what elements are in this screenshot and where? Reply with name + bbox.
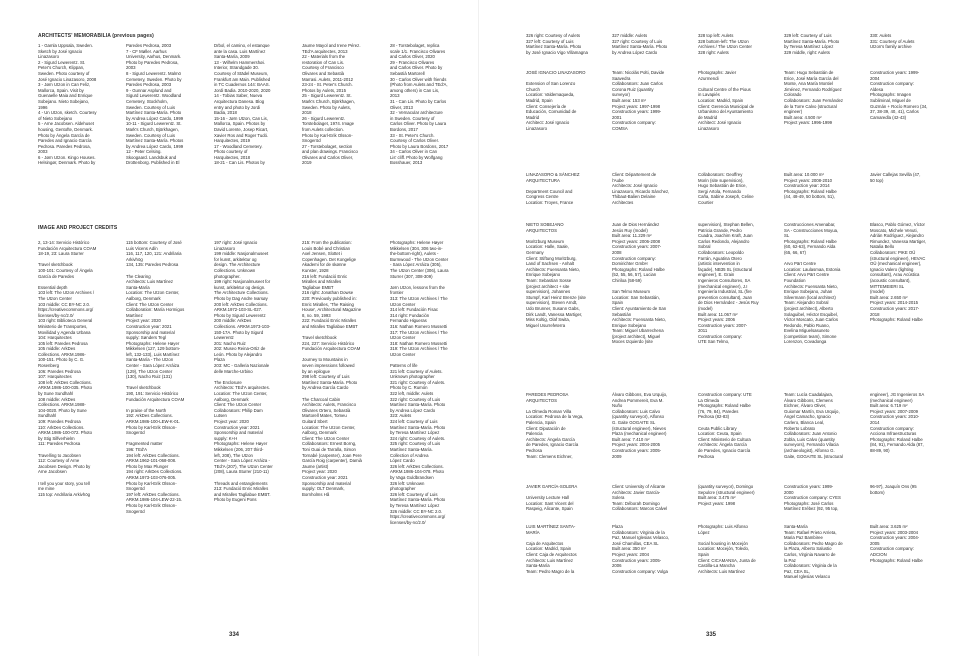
credits-heading: IMAGE AND PROJECT CREDITS: [38, 225, 118, 231]
entry-column: 96-97), Joaquín Ons (95 bottom): [870, 484, 917, 495]
entry-column: LINAZASORO & SÁNCHEZ ARQUITECTURA Department Council and Congress Centre Location: Troyes, France: [526, 172, 580, 205]
memorabilia-column-3: Drbol, el camino, el estanque ante la casa. Luis Martínez Santa-María, 2009 13 - Wilhelm Hammershøi. Interior, Strandgade 30. Courtesy of Städel Museum, Frankfurt am Main. Published in TC Cuadernos 144: BAAS. Jordi Badia. 2010-2020, 2020 14 - Tobias Saber, Nueva Arquitectura Danesa. Blog entry and photo by Jordi Badia, 2018 15-16 - Jørn Utzon, Can Lis, Mallorca, Spain. Photos by David Lorente, Josep Ricart, Xavier Ros and Roger Tudó. Harquitectes, 2019 17 - Woodland Cemetery. Photo courtesy of Harquitectes, 2018 18-21 - Can Lis. Photos by: [214, 43, 271, 166]
entry-column: (quantity surveyor), Domingo Sepulcre (structural engineer) Built area: 3.475 m² Project years: 1998: [698, 484, 755, 506]
entry-column: Construcciones Amenabar, SA - Construcciones Moyua, SL Photographs: Roland Halbe (60, 62-63), Fernando Alda (65, 66, 67) Arvo Pärt Centre Location: Laulasmaa, Estonia Client: Arvo Pärt Centre Foundation Architects: Fuensanta Nieto, Enrique Sobejano, Juhan Silvermann (local architect) Team: Alejandro Sobral (project architect), Alberto Solaguibel, Héctor Esquibel, Víctor Moscato, Juan Carlos Redondo, Pablo Ruano, Evelina Miguelsasuneto (competition team), Simone Lorenzon, Covadonga: [784, 222, 841, 345]
memorabilia-column-4: Jaume Mayol and Irene Pérez. TEd'A arquitectes, 2013 22 - Materials from the restoration of Can Lis. Courtesy of Francisco Olivares and Sebastià Marrasi. Aulets, 2011-2012 23-24 - St. Peter's Church. Photos by Aulets, 2015 25 - Sigurd Lewerentz. St. Mark's Church, Björkhagen, Sweden. Photo by Aulets, 2018 26 - Sigurd Lewerentz. Torstebolaget, 1974. Image from Aulets collection. Photo by Karl-Erik Olsson- Snogeröd 27 - Torstebolaget, section and plan drawings. Francisco Olivares and Carlos Oliver, 2019: [302, 43, 361, 166]
entry-column: Javier Callejas Sevilla (47, 50 top): [870, 172, 921, 183]
credits-column-4: 215: From the publication: Louis Bobé and Christian Axel Jensen, Slottet i Copenhagen. Det Kongelige Akademi for de skønne Kunster, 1928 216 left: Fundació Enric Miralles and Miralles Tagliabue EMBT 216 right: Jonathan Dowse 220: Previously published in: Enric Miralles, 'The Raising House', Architectural Magazine 8, no. 59, 1993 222: Fundació Enric Miralles and Miralles Tagliabue EMBT Travel sketchbook 224, 227: Servicio Histórico Fundación Arquitectura COAM Journey to Mountains in seven impressions followed by an epilogue 298 left: Courtesy of Luis Martínez Santa-María. Photo by Andrea García Cardo The Charcoal Cabin Architects: Aulets, Francisco Olivares Ortero, Sebastià Martorell Mates, Tomeu Guitard Sbert Location: The Utzon Center, Aalborg, Denmark Client: The Utzon Center Collaborators: Ernest Borng, Toni Guai de Tarralla, Simon Tornabé (carpenter), Joan Pere García Roig (carpenter), Damià Jaume (artist) Project year: 2020 Construction year: 2021 Sponsorship and material supply: OLT Denmark, Bornholms Hå: [302, 240, 362, 497]
continuation-column-4: 329 left: Courtesy of Luis Martínez Santa-María. Photo by Teresa Martínez López 329 middle, right: Aulets: [784, 33, 840, 55]
entry-column: LUIS MARTÍNEZ SANTA- MARÍA Caja de Arquitectos Location: Madrid, Spain Client: Caja de Arquitectos Architects: Luis Martínez Santa-María Team: Pedro Magro de la: [526, 524, 577, 574]
entry-column: PAREDES PEDROSA ARQUITECTOS La Olmeda Roman Villa Location: Pedrosa de la Vega, Palencia, Spain Client: Diputación de Palencia Architects: Ángela García de Paredes, Ignacio García Pedrosa Team: Clemens Eichner,: [526, 392, 584, 459]
credits-column-2: 115 bottom: Courtesy of José Luis Vicens Adín 116, 117, 120, 121: Andrilaria Arkivhög 134, 135: Paredes Pedrosa The Clearing Architects: Luis Martínez Santa-María Location: The Utzon Center, Aalborg, Denmark Client: The Utzon Center Collaboration: María Hormigos Martínez Project year: 2020 Construction year: 2021 Sponsorship and material supply: Sønders Tegl Photographs: Helene Høyer Mikkelsen (127, 129 bottom- left, 132-133), Luis Martínez Santa-María - The Utzon Center - Sara López Arráiza (129), The Utzon Center (130), Nacho Ruiz (131) Travel sketchbook 190, 191: Servicio Histórico Fundación Arquitectura COAM In praise of the North 192: ArkDes Collections. ARKM.1986-100-LEW-K-01. Photo by Karl-Erik Olsson- Snogeröd Fragmented matter 196: TEd'A 194 left: ArkDes Collections. ARKM.1962-101-068-008. Photo by Max Plunger 194 right: ArkDes Collections. ARKM.1973-103-076-005. Photo by Karl-Erik Olsson- Snogeröd 197 left: ArkDes Collections. ARKM.1986-104-LEW-22-15. Photo by Karl-Erik Olsson- Snogeröd: [126, 240, 185, 514]
right-page-number: 335: [706, 632, 717, 638]
entry-column: Built area: 10.000 m² Project years: 2008-2010 Construction year: 2014 Photographs: Roland Halbe (44, 48-49, 50 bottom, 51),: [784, 172, 837, 200]
entry-column: Plaza Collaborators: Virginia de la Paz, Manuel Iglesias Velasco, José Chamillas, CEA SL Built area: 350 m² Project years: 2004 Construction years: 2005- 2006 Construction company: Volga: [612, 524, 670, 574]
memorabilia-column-1: 1 - Gamla Uppsala, Sweden. Sketch by José Ignacio Linazasoro 2 - Sigurd Lewerentz. St. Peter's Church, Klippan, Sweden. Photo courtesy of José Ignacio Linazasoro, 2008 3 - Jørn Utzon in Can Feliz, Mallorca, Spain. Visit by Guenaelle Maia and Enrique Sobejano. Nieto Sobejano, 1996 4 - Un Utzon, sketch. Courtesy of Nieto Sobejano 5 - Arne Jacobsen. Aldehuset housing, Gentofte, Denmark. Photo by Ángela García de Paredes and Ignacio García Pedrosa. Paredes Pedrosa, 2003 6 - Jørn Utzon. Kingo Houses. Helsingør, Denmark. Photo by: [38, 43, 97, 166]
entry-column: Construction years: 1999- 2004 Construction company: Aldesa Photographs: Imagen Subliminal, Miguel de Guzmán + Rocío Romero (34, 37, 38-39, 40, 41), Carlos Camaredla (42-43): [870, 70, 928, 120]
entry-column: Construction company: UTE La Olmeda Photographs: Roland Halbe (76, 79, 84), Paredes Pedrosa (82-83) Ceuta Public Library Location: Ceuta, Spain Client: Ministerio de Cultura Architects: Ángela García de Paredes, Ignacio García Pedrosa: [698, 392, 752, 459]
entry-column: Client: Département de l'Aube Architects: José Ignacio Linazasoro, Ricardo Sánchez, Thibaut-Balien Delaine Architectes: [612, 172, 670, 205]
entry-column: engineer), JG Ingenieros SA (mechanical engineer) Built area: 6.719 m² Project years: 2007-2009 Construction years: 2010- 2014 Construction company: Acciona Infraestructuras Photographs: Roland Halbe (84, 91), Fernando Alda (87, 88-89, 90): [870, 392, 925, 453]
entry-column: Juan de Dios Hernández Jesús Ruy (model) Built area: 11.229 m² Project years: 2006-2008 Construction years: 2007- 2008 Construction company: Domirichter GmbH Photographs: Roland Halbe (52, 55, 56, 57), Lucian Chiriloa (58-59) San Telmo Museum Location: San Sebastián, Spain Client: Ayuntamiento de San Sebastián Architects: Fuensanta Nieto, Enrique Sobejano Team: Miguel Ubarrechena (project architect), Miguel Moces Izquierdo (site: [612, 222, 667, 345]
entry-column: Team: Lucía Cuadalajara, Álvaro Gibbons, Clemens Eichner, Álvaro Oliver, Guiomar Martín, Eva Urquijo, Ángel Camacho, Ignacio Carlero, Blanca Leal, Roberto Lobrato Collaborators: Juan Antonio Zobla, Luis Calvo (quantity surveyors), Fernando Vilacia (archaeologist), Alfonso G. Gaite, GOGAITE SL (structural: [784, 392, 843, 459]
right-page: [480, 0, 960, 656]
memorabilia-heading: ARCHITECTS' MEMORABILIA (previous pages): [38, 33, 154, 39]
entry-column: Photographs: Luis Alfonso López Social housing in Mocejón Location: Mocejón, Toledo, Spain Client: CICAMANSA, Junta de Castilla-La Mancha Architects: Luis Martínez: [698, 524, 756, 574]
left-page-number: 334: [229, 632, 240, 638]
spine-divider: [478, 0, 479, 656]
entry-column: Collaborators: Geoffrey Morin (site supervision), Hugo Sebastián de Erice, Sergi Artola, Fernando Caña, Sabine Joseph, Celine Courtier: [698, 172, 754, 205]
credits-column-5: Photographs: Helene Høyer Mikkelsen (304, 306 two-in- the-bottom-right), Aulets - Burmwood - The Utzon Center - Sara López Arráiza (305), The Utzon Center (306), Laura Sturrer (307, 308-309) Jørn Utzon, lessons from the frontier 313: The Utzon Archives / The Utzon Center 314 left: Fundación Fisac 314 right: Fundación Fernando Higueras 316: Nathan Romero Mussetti 317: The Utzon Archives / The Utzon Center 318: Nathan Romero Mussetti 319: The Utzon Archives / The Utzon Center Patterns of life 321 left: Courtesy of Aulets. Unknown photographer 321 right: Courtesy of Aulets. Photo by C. Rumón 322 left, middle: Aulets 322 right: Courtesy of Luis Martínez Santa-María. Photo by Andrea López Cardo 323: Aulets 324 left: Courtesy of Luis Martínez Santa-María. Photo by Teresa Martínez López 324 right: Courtesy of Aulets. 325 right: Courtesy of Luis Martínez Santa-María. Collection of Andrea López Cardo 326 left: ArkDes Collections. ARKM.1986-104-078. Photo by Vaga Guldbrandsen 326 left: Unknown photographer 326 left: Courtesy of Luis Martínez Santa-María. Photo by Teresa Martínez López 326 middle: CC BY-NC 2.0. https://creativecommons.org/ licenses/by-nc/2.0/: [390, 240, 449, 525]
continuation-column-2: 327 middle: Aulets 327 right: Courtesy of Luis Martínez Santa-María. Photo by Andrea López Cardo: [612, 33, 668, 55]
entry-column: Construction years: 1999- 2000 Construction company: CYES Photographs: José Carlos Martínez Erébez (92, 95 top,: [784, 484, 841, 512]
entry-column: Team: Nicolás Polti, Davide Saavedra Collaborators: Juan Carlos Corona Ruiz (quantity surveyor) Built area: 153 m² Project years: 1997-1998 Construction years: 1999- 2001 Construction company: COMSA: [612, 70, 665, 131]
continuation-column-3: 328 top left: Aulets 328 bottom-left: The Utzon Archives / The Utzon Center 328 right: Aulets: [698, 33, 752, 55]
credits-column-1: 2, 13-14: Servicio Histórico Fundación Arquitectura COAM 18-19, 23: Laura Sturrer Travel sketchbook 100-101: Courtesy of Ángela García de Paredes Essential depth 103 left: The Utzon Archives / The Utzon Center 103 middle: CC BY-NC 2.0. https://creativecommons.org/ licenses/by-nc/2.0/ 103 right: Biblioteca General Ministerio de Transportes, Movilidad y Agenda Urbana 104: Harquitectes 105 left: Paredes Pedrosa 105 middle: ArkDes Collections. ARKM.1986- 100-151. Photo by C. G. Rosenberg 106: Paredes Pedrosa 107: Harquitectes 108 left: ArkDes Collections. ARKM.1986-100-035. Photo by Sune Sundhahl 108 middle: ArkDes Collections. ARKM.1988- 104-0020. Photo by Sune Sundhahl 109: Paredes Pedrosa 110: ArkDes Collections. ARKM.1986-100-072. Photo by Stig Silfverhielm 111: Paredes Pedrosa Travelling to Jacobsen 112: Courtesy of Arne Jacobsen Design. Photo by Arne Jacobsen I tell you your story, you tell me mine 115 top: Andrilaria Arkivhög: [38, 240, 97, 497]
entry-column: NIETO SOBEJANO ARQUITECTOS Moritzburg Museum Location: Halle, Saale, Germany Client: Stiftung Moritzburg, Land of Sachsen - Anhalt Architects: Fuensanta Nieto, Enrique Sobejano Team: Sebastian Sosse (project architect + site supervision), Johannes Stumpf, Karl Heinz Brenze (site supervision), Steven Arndt, Udo Brunner, Susann Gabs, Dirk Landt, Vanessa Martiger, Miss Koltig, Olaf Swita, Miguel Usurrefeterra: [526, 222, 586, 328]
entry-column: supervision), Stephan Bellen, Patricia Grande, Pedro Cuadra, Joachim Kraft, Juan Carlos Redondo, Alejandro Sobral Collaborators: Leopoldo Farrán, Aguatina Otero (artistic intervention in façade), NB35 SL (structural engineer), E. Grain Ingenieros Consultores, SA (mechanical engineer), J.I Ingeniería Industrial, SL (fire prevention consultant), Juan de Dios Hernández - Jesús Ruy (model) Built area: 11.067 m² Project years: 2006 Construction years: 2007- 2011 Construction company: UTE San Telmo,: [698, 222, 759, 345]
entry-column: Álvaro Gibbons, Eva Urquijo, Andrea Pommereit, Eva M. Nuño Collaborators: Luis Calvo (quantity surveyor), Alfonso G. Gaite GOGAITE SL (structural engineer), Nieves Plaza (mechanical engineer) Built area: 7.410 m² Project years: 2004-2005 Construction years: 2005- 2009: [612, 392, 668, 459]
continuation-column-5: 330: Aulets 331: Courtesy of Aulets Utzon's family archive: [870, 33, 915, 50]
entry-column: Blasco, Pablo Gómez, Víctor Moscato, Michele Venuti, Adrián Rodríguez, Alejandro Rimundez, Vanessa Martiger, Natalia Bello Collaborators: PIKE OÜ (structural engineer), HEVAC OÜ (mechanical engineer), Ignacio Valero (lighting consultant), Arau Acústica (acoustic consultant), MITTEMEIERI SL (model) Built area: 2.650 m² Project years: 2014-2015 Construction years: 2017- 2018 Photographs: Roland Halbe: [870, 222, 927, 323]
continuation-column-1: 326 right: Courtesy of Aulets 327 left: Courtesy of Luis Martínez Santa-María. Photo by José Ignacio Vigo Villamagna: [526, 33, 588, 55]
credits-column-3: 197 right: José Ignacio Linazasoro 199 middle: Nasjonalmuseet for kunst, arkitektur og design. The Architecture Collections. Unknown photographer. 199 right: Nasjonalmuseet for kunst, arkitektur og design. The Architecture Collections. Photo by Dag Andre Ivarsøy 200 left: ArkDes Collections. ARKM.1972-103-SL-027. Photo by Sigurd Lewerentz 200 middle: ArkDes Collections. ARKM.1973-103- 150-17A. Photo by Sigurd Lewerentz 201: Nacho Ruiz 202: Museo Reina-Ortiz de León. Photo by Alejandro Plaza 203: MC - Galleria Nazionale delle Marche-Urbino The Enclosure Architects: TEd'A arquitectes. Location: The Utzon Center, Aalborg, Denmark Client: The Utzon Center Collaborators: Philip Dam Lutsen Project year: 2020 Construction year: 2021 Sponsorship and material supply: K+H Photographs: Helene Høyer Mikkelsen (206, 207 third- left, 208), The Utzon Center - Sara López Arráiza - TEd'A (207), The Utzon Center (208), Laura Sturrer (210-11) Threads and entanglements 213: Fundació Enric Miralles and Miralles Tagliabue EMBT. Photo by Eugeni Pons: [214, 240, 273, 503]
entry-column: Santa-María Team: Rafael Prieto Arrieta, Maria Paz Bambiree Collaborators: Pedro Magro de la Plaza, Alberto Salustio Carlos, Virginia Navarro de la Paz Collaborators: Virginia de la Paz, CEA SL, Manuel Iglesias Velasco: [784, 524, 843, 580]
entry-column: JOSÉ IGNACIO LINAZASORO Extension of San Lorenzo Church Location: Valdemaqueda, Madrid, Spain Client: Consejería de Educación, Comunidad de Madrid Architect: José Ignacio Linazasoro: [526, 70, 586, 131]
left-page: [0, 0, 476, 656]
entry-column: Team: Hugo Sebastián de Erice, José María García del Monte, Ana María Montiel Jiménez, Fernando Rodríguez Colorado Collaborators: Juan Fernández de la Torre Calvo (structural engineer) Built area: 4.500 m² Project years: 1996-1999: [784, 70, 843, 126]
entry-column: JAVIER GARCÍA-SOLERA University Lecture Hall Location: Sant Vicent del Raspeig, Alicante, Spain: [526, 484, 578, 512]
entry-column: Photographs: Javier Azurmendi Cultural Centre of the Pious in Lavapiés Location: Madrid, Spain Client: Gerencia Municipal de Urbanismo del Ayuntamiento de Madrid Architect: José Ignacio Linazasoro: [698, 70, 755, 131]
entry-column: Client: University of Alicante Architects: Javier García- Solera Team: Déborah Domingo Collaborators: Marcos Calvel: [612, 484, 668, 512]
memorabilia-column-2: Paredes Pedrosa, 2003 7 - CF Møller. Aarhus University, Aarhus, Denmark. Photo by Paredes Pedrosa, 2003 8 - Sigurd Lewerentz. Malmö Cemetery, Sweden. Photo by Paredes Pedrosa, 2003 9 - Gunnar Asplund and Sigurd Lewerentz. Woodland Cemetery, Stockholm, Sweden. Courtesy of Luis Martínez Santa-María. Photo by Andrea López Cardo, 1999 10-11 - Sigurd Lewerentz. St. Mark's Church, Björkhagen, Sweden. Courtesy of Luis Martínez Santa-María. Photos by Andrea López Cardo, 1999 12 - Peter Celsing. Skoogaard. Landsbuk and Drottenborg. Published in El: [126, 43, 184, 166]
entry-column: Built area: 3.625 m² Project years: 2003-2004 Construction years: 2004- 2005 Construction company: ADCION Photographs: Roland Halbe: [870, 524, 923, 563]
memorabilia-column-5: 28 - Torstebolaget, replica scale 1/1. Francisco Olivares and Carlos Oliver, 2020 29 - Francisco Olivares and Carlos Oliver. Photo by Sebastià Martorell 30 - Carlos Oliver with friends (Photo from Aulets and TEd'A, among others) in Can Lis, 2013 31 - Can Lis. Photo by Carlos Oliver, 2013 32 - Vernacular architecture in Sweden. Courtesy of Carlos Oliver. Photo by Laura Bordons, 2017 33 - St. Peter's Church. Courtesy of Carlos Oliver. Photo by Laura Bordons, 2017 34 - Carlos Oliver in Can Lis' cliff. Photo by Wolfgang Bosshauer, 2013: [390, 43, 449, 166]
